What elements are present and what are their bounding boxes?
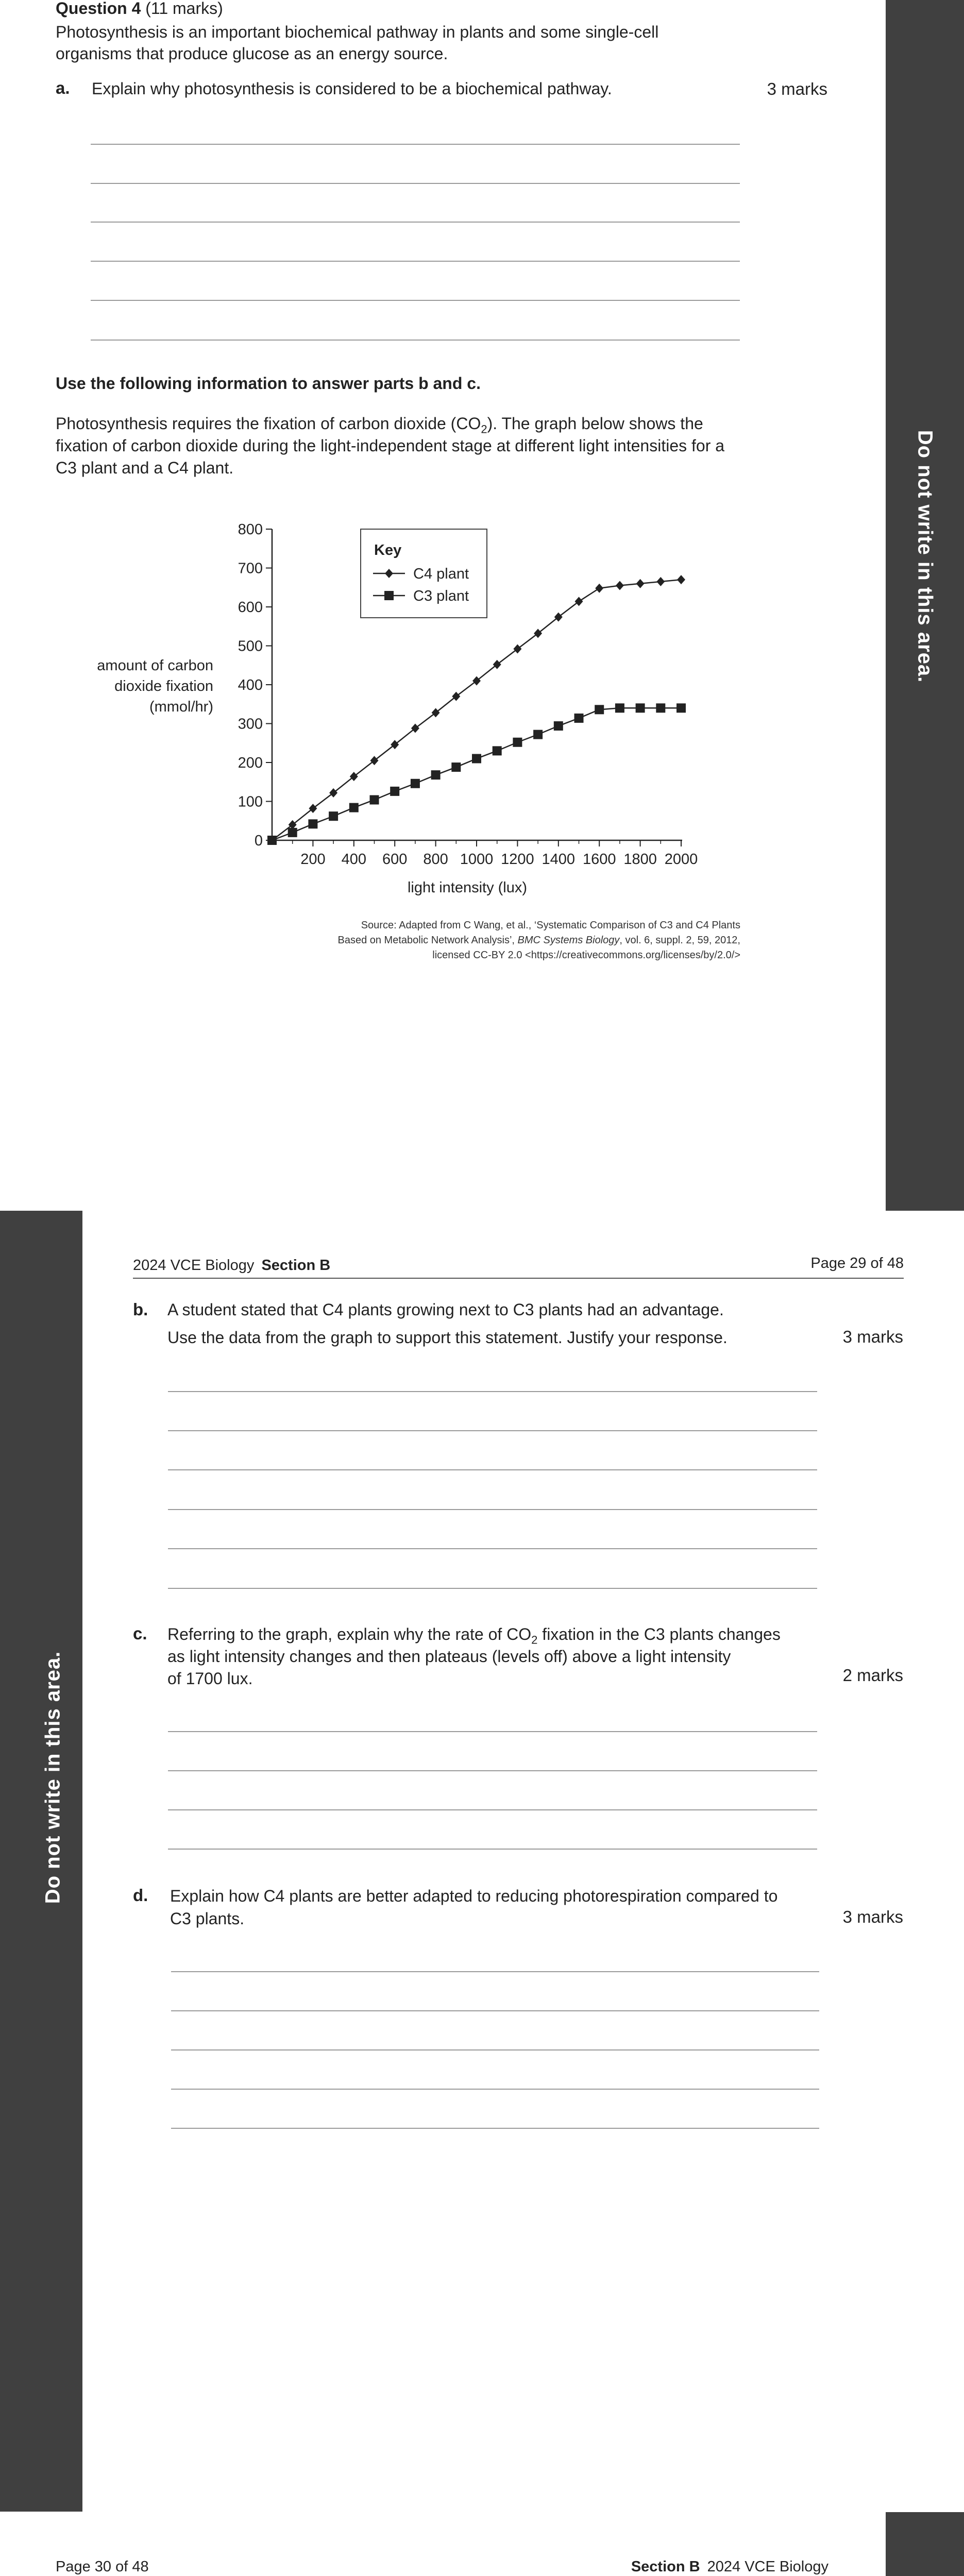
part-c-line1-sub: 2 xyxy=(531,1633,538,1647)
chart-source-line3: licensed CC-BY 2.0 <https://creativecommons.org/licenses/by/2.0/> xyxy=(432,950,740,961)
data-point-c3-plant xyxy=(267,836,277,845)
data-point-c4-plant xyxy=(513,645,521,654)
question-title: Question 4 xyxy=(56,0,141,18)
series-c3-plant xyxy=(267,703,686,845)
answer-line[interactable] xyxy=(168,1391,817,1392)
data-point-c4-plant xyxy=(329,788,337,798)
data-point-c4-plant xyxy=(595,584,603,593)
footer-subject: 2024 VCE Biology xyxy=(707,2558,828,2575)
data-point-c4-plant xyxy=(452,692,460,701)
y-tick-label: 700 xyxy=(238,560,263,577)
y-tick-label: 600 xyxy=(238,599,263,616)
answer-line[interactable] xyxy=(171,2128,819,2129)
data-point-c4-plant xyxy=(493,660,501,669)
y-axis-label-line: dioxide fixation xyxy=(114,678,213,694)
answer-line[interactable] xyxy=(91,144,740,145)
footer-section: Section B xyxy=(631,2558,700,2575)
data-point-c4-plant xyxy=(309,804,317,813)
data-point-c4-plant xyxy=(411,724,419,733)
part-d-line1: Explain how C4 plants are better adapted to reducing photorespiration compared to xyxy=(170,1887,778,1905)
data-point-c3-plant xyxy=(636,703,645,713)
sidebar-warning-text: Do not write in this area. xyxy=(914,430,937,683)
y-tick-label: 200 xyxy=(238,755,263,771)
question-heading xyxy=(56,0,223,20)
answer-line[interactable] xyxy=(171,2089,819,2090)
answer-line[interactable] xyxy=(168,1849,817,1850)
data-point-c3-plant xyxy=(411,779,420,788)
source-journal: BMC Systems Biology xyxy=(517,935,620,946)
answer-line[interactable] xyxy=(168,1548,817,1549)
chart-legend xyxy=(361,529,487,618)
part-c-line1-post: fixation in the C3 plants changes xyxy=(537,1625,781,1643)
part-b-letter: b. xyxy=(133,1300,148,1319)
part-b-marks: 3 marks xyxy=(842,1327,903,1346)
part-a-marks: 3 marks xyxy=(767,79,827,98)
answer-line[interactable] xyxy=(168,1809,817,1810)
y-axis-label-line: amount of carbon xyxy=(97,657,213,674)
answer-line[interactable] xyxy=(91,300,740,301)
data-point-c4-plant xyxy=(370,756,379,765)
data-point-c4-plant xyxy=(575,597,583,606)
x-tick-label: 1800 xyxy=(623,851,657,868)
chart-source-line2 xyxy=(337,933,740,948)
y-tick-label: 0 xyxy=(254,833,263,849)
y-tick-label: 800 xyxy=(238,521,263,538)
legend-title: Key xyxy=(374,542,402,558)
part-b-line1: A student stated that C4 plants growing next to C3 plants had an advantage. xyxy=(167,1300,724,1319)
answer-line[interactable] xyxy=(168,1469,817,1470)
part-d-marks: 3 marks xyxy=(842,1907,903,1926)
chart-source-line1: Source: Adapted from C Wang, et al., ‘Systematic Comparison of C3 and C4 Plants xyxy=(361,920,740,931)
part-c-line3: of 1700 lux. xyxy=(167,1669,253,1688)
answer-line[interactable] xyxy=(171,2049,819,2050)
y-tick-label: 500 xyxy=(238,638,263,655)
info-line2: fixation of carbon dioxide during the light-independent stage at different light intensities for a xyxy=(56,436,725,455)
data-point-c3-plant xyxy=(390,787,399,796)
source-line2-pre: Based on Metabolic Network Analysis’, xyxy=(337,935,518,946)
data-point-c3-plant xyxy=(574,714,584,723)
data-point-c4-plant xyxy=(656,577,665,586)
part-c-line2: as light intensity changes and then plateaus (levels off) above a light intensity xyxy=(167,1647,731,1666)
data-point-c4-plant xyxy=(636,579,645,588)
y-tick-label: 300 xyxy=(238,716,263,733)
part-c-letter: c. xyxy=(133,1624,147,1643)
data-point-c3-plant xyxy=(513,738,522,747)
part-c-line1-pre: Referring to the graph, explain why the rate of CO xyxy=(167,1625,532,1643)
question-marks: (11 marks) xyxy=(145,0,223,18)
header-section: Section B xyxy=(261,1257,331,1274)
chart-x-axis-label: light intensity (lux) xyxy=(407,879,528,896)
part-c-marks: 2 marks xyxy=(842,1666,903,1685)
answer-line[interactable] xyxy=(168,1509,817,1510)
data-point-c3-plant xyxy=(656,703,665,713)
answer-line[interactable] xyxy=(168,1430,817,1431)
data-point-c3-plant xyxy=(329,811,338,821)
question-intro-line2: organisms that produce glucose as an energy source. xyxy=(56,44,448,63)
answer-line[interactable] xyxy=(168,1770,817,1771)
right-sidebar-bottom xyxy=(886,2512,964,2576)
page-footer-left: Page 30 of 48 xyxy=(56,2558,149,2575)
data-point-c4-plant xyxy=(534,629,542,638)
y-axis-label-line: (mmol/hr) xyxy=(149,699,213,715)
answer-line[interactable] xyxy=(91,183,740,184)
chart-y-axis-label xyxy=(97,657,213,715)
answer-line[interactable] xyxy=(168,1731,817,1732)
part-d-line2: C3 plants. xyxy=(170,1909,245,1928)
header-rule xyxy=(133,1278,904,1279)
data-point-c4-plant xyxy=(472,676,481,685)
data-point-c3-plant xyxy=(615,703,624,713)
x-tick-label: 1000 xyxy=(460,851,494,868)
co2-fixation-chart xyxy=(0,495,876,896)
data-point-c3-plant xyxy=(308,819,317,828)
data-point-c3-plant xyxy=(595,705,604,714)
data-point-c3-plant xyxy=(451,762,461,772)
page-header-right: Page 29 of 48 xyxy=(810,1255,904,1272)
part-a-letter: a. xyxy=(56,78,70,97)
data-point-c3-plant xyxy=(677,703,686,713)
info-line1-post: ). The graph below shows the xyxy=(487,414,703,433)
answer-line[interactable] xyxy=(171,1971,819,1972)
data-point-c3-plant xyxy=(472,754,481,763)
x-tick-label: 200 xyxy=(300,851,326,868)
info-heading: Use the following information to answer parts b and c. xyxy=(56,374,481,393)
sidebar-warning-text: Do not write in this area. xyxy=(41,1651,64,1904)
legend-marker xyxy=(384,591,394,600)
answer-line[interactable] xyxy=(168,1588,817,1589)
x-tick-label: 800 xyxy=(423,851,448,868)
data-point-c3-plant xyxy=(349,803,359,812)
part-d-letter: d. xyxy=(133,1886,148,1905)
data-point-c4-plant xyxy=(432,708,440,717)
answer-line[interactable] xyxy=(91,340,740,341)
x-tick-label: 600 xyxy=(382,851,408,868)
data-point-c3-plant xyxy=(493,746,502,755)
info-line3: C3 plant and a C4 plant. xyxy=(56,459,234,477)
part-a-text: Explain why photosynthesis is considered to be a biochemical pathway. xyxy=(92,79,612,98)
answer-line[interactable] xyxy=(91,261,740,262)
page-header-left xyxy=(133,1257,330,1274)
data-point-c4-plant xyxy=(616,581,624,590)
data-point-c4-plant xyxy=(350,772,358,781)
x-tick-label: 1200 xyxy=(501,851,534,868)
x-tick-label: 400 xyxy=(341,851,366,868)
data-point-c3-plant xyxy=(370,795,379,804)
info-line1-pre: Photosynthesis requires the fixation of carbon dioxide (CO xyxy=(56,414,481,433)
data-point-c4-plant xyxy=(554,613,563,622)
x-tick-label: 2000 xyxy=(664,851,698,868)
header-subject: 2024 VCE Biology xyxy=(133,1257,255,1274)
legend-label: C3 plant xyxy=(413,588,469,604)
data-point-c4-plant xyxy=(391,740,399,749)
x-tick-label: 1600 xyxy=(582,851,616,868)
page-footer-right xyxy=(631,2558,828,2575)
part-b-line2: Use the data from the graph to support this statement. Justify your response. xyxy=(167,1328,728,1347)
data-point-c3-plant xyxy=(533,730,543,739)
question-intro-line1: Photosynthesis is an important biochemical pathway in plants and some single-cell xyxy=(56,23,659,41)
info-line1-sub: 2 xyxy=(481,422,487,436)
data-point-c3-plant xyxy=(288,828,297,837)
answer-line[interactable] xyxy=(91,222,740,223)
answer-line[interactable] xyxy=(171,2010,819,2011)
data-point-c3-plant xyxy=(431,770,441,779)
x-tick-label: 1400 xyxy=(542,851,576,868)
data-point-c3-plant xyxy=(554,721,563,731)
data-point-c4-plant xyxy=(677,575,685,584)
y-tick-label: 100 xyxy=(238,793,263,810)
legend-label: C4 plant xyxy=(413,566,469,582)
source-line2-post: , vol. 6, suppl. 2, 59, 2012, xyxy=(619,935,740,946)
y-tick-label: 400 xyxy=(238,677,263,693)
